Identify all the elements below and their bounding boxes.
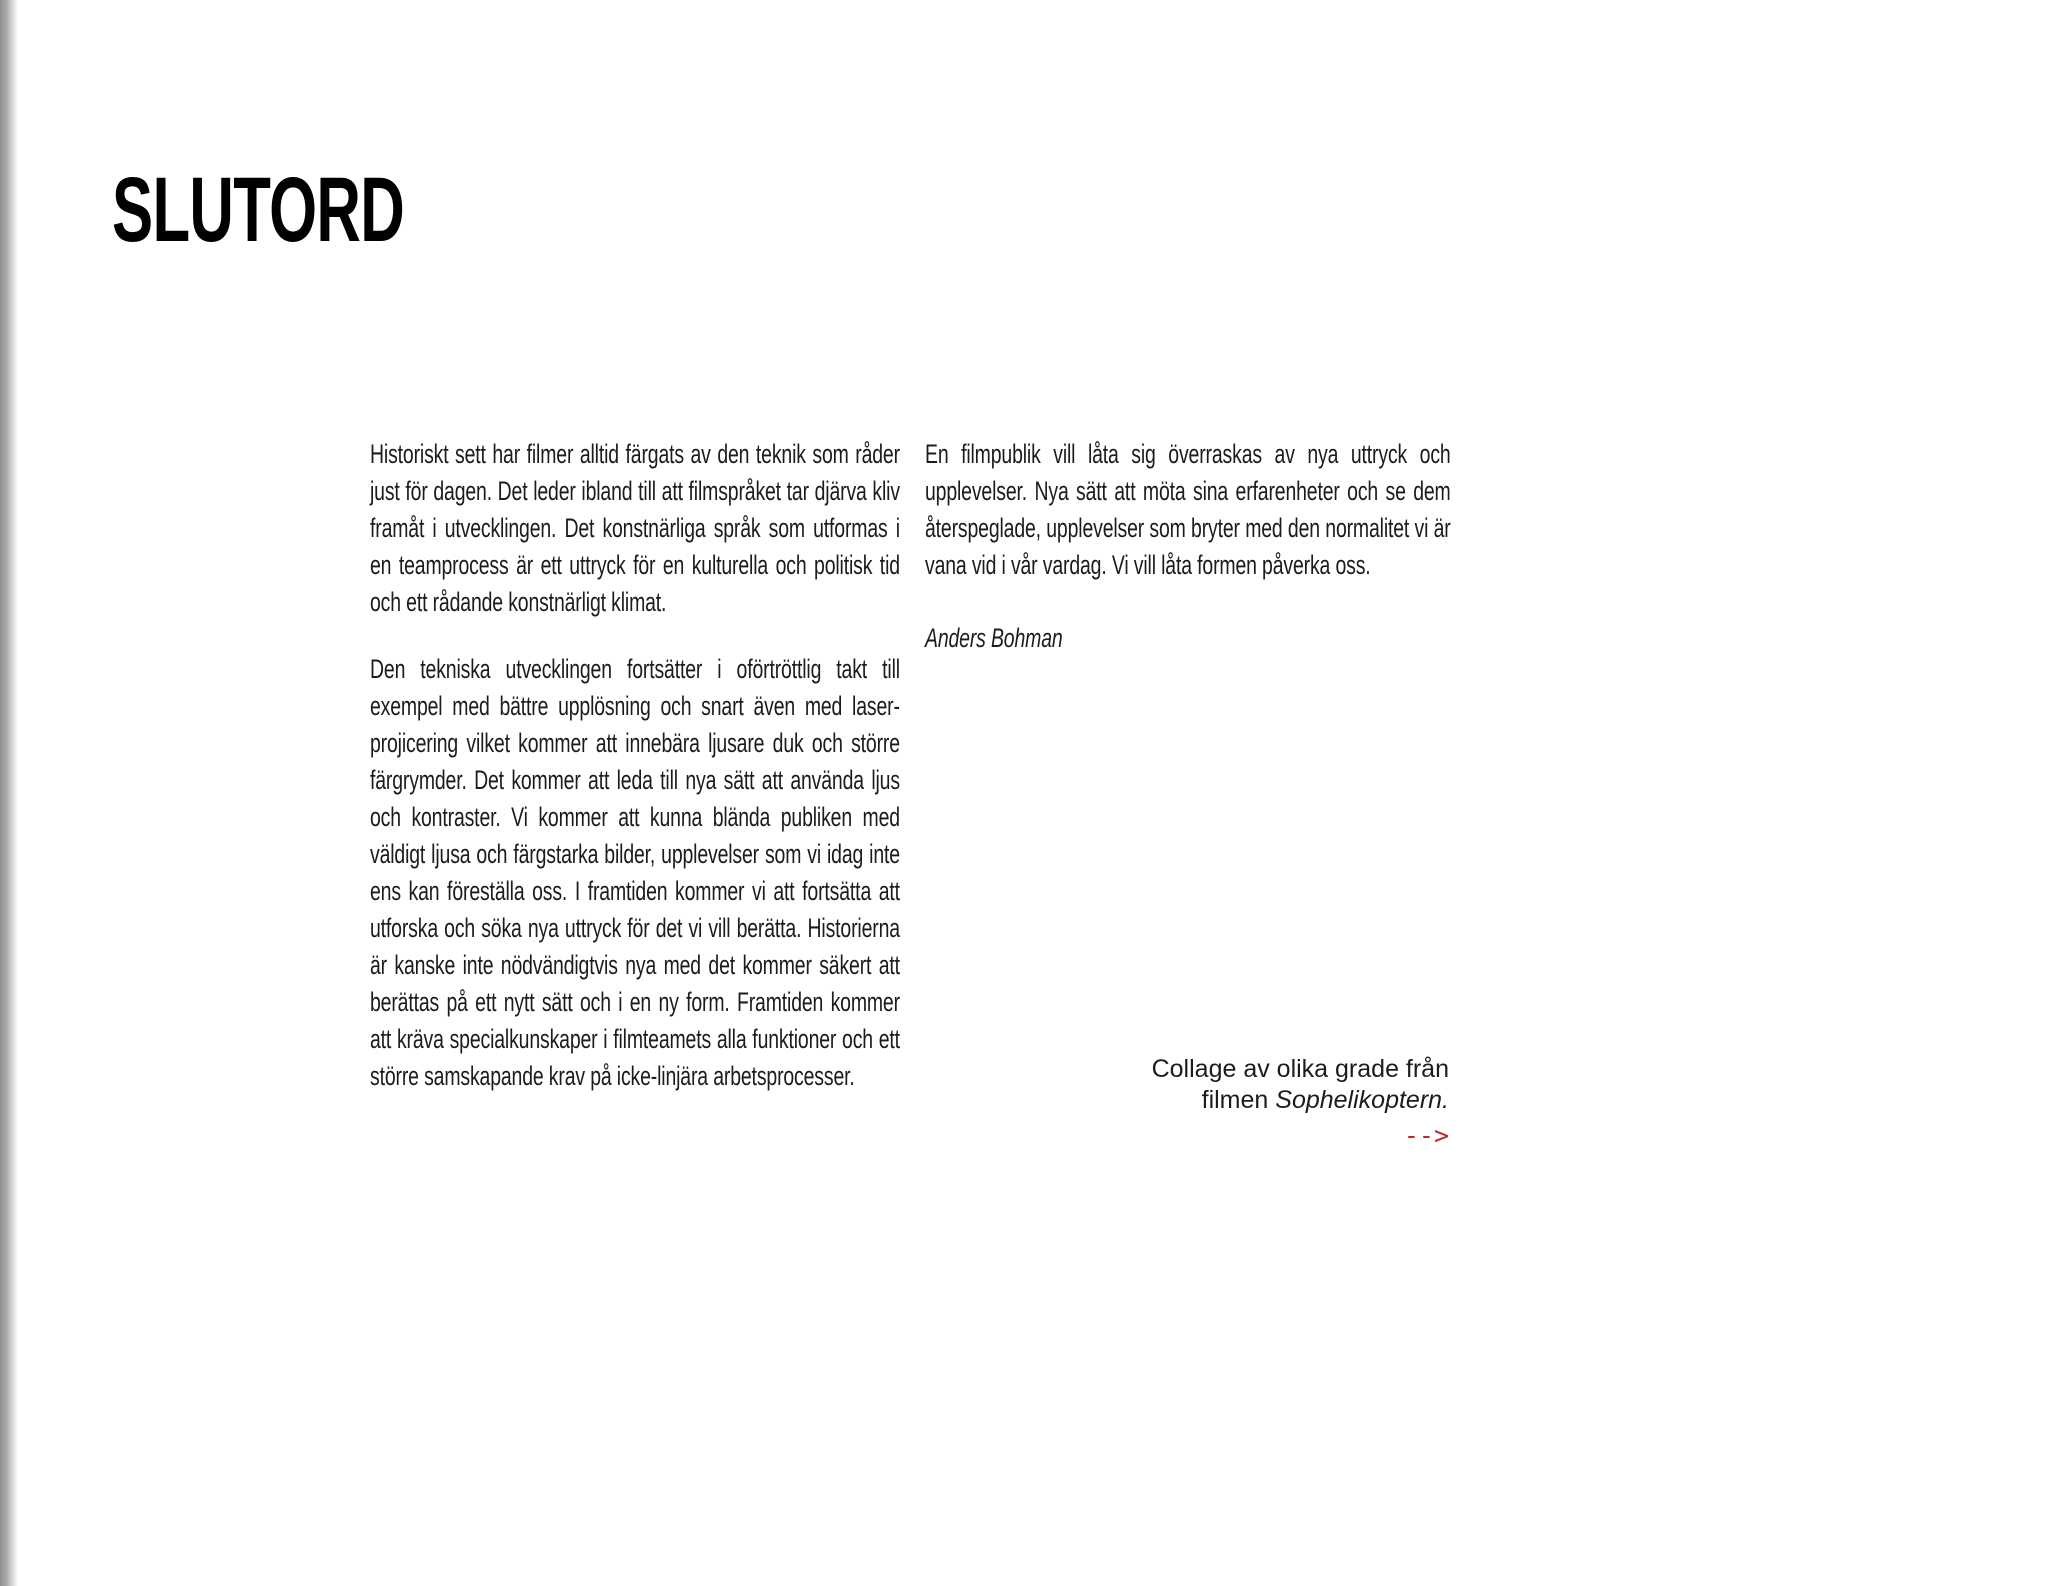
image-caption [1152, 1054, 1449, 1116]
paragraph: Historiskt sett har filmer alltid färgats av den teknik som råder just för dagen. Det leder ibland till att filmspråket tar djärva kliv framåt i utvecklingen. Det konstnärliga språk som utformas i en teamprocess är ett uttryck för en kulturella och politisk tid och ett rådande konstnärligt klimat. [370, 439, 900, 617]
caption-line: Collage av olika grade från [1151, 1055, 1449, 1083]
right-text-column [925, 436, 1451, 657]
page-gutter-edge [0, 0, 18, 1586]
left-text-column [370, 436, 900, 1095]
paragraph: En filmpublik vill låta sig överraskas av nya uttryck och upplevelser. Nya sätt att möta sina erfarenheter och se dem återspeglade, upplevelser som bryter med den normalitet vi är vana vid i vår vardag. Vi vill låta formen påverka oss. [925, 439, 1451, 580]
page-title: SLUTORD [112, 158, 405, 261]
caption-film-prefix: filmen [1201, 1086, 1276, 1114]
author-byline: Anders Bohman [925, 623, 1063, 653]
next-page-arrow-icon: --> [1403, 1121, 1449, 1150]
caption-film-title: Sophelikoptern. [1275, 1086, 1449, 1114]
paragraph: Den tekniska utvecklingen fortsätter i oförtröttlig takt till exempel med bättre upplösning och snart även med laserprojicering vilket kommer att innebära ljusare duk och större färgrymder. Det kommer att leda till nya sätt att använda ljus och kontraster. Vi kommer att kunna blända publiken med väldigt ljusa och färgstarka bilder, upplevelser som vi idag inte ens kan föreställa oss. I framtiden kommer vi att fortsätta att utforska och söka nya uttryck för det vi vill berätta. Historierna är kanske inte nödvändigtvis nya med det kommer säkert att berättas på ett nytt sätt och i en ny form. Framtiden kommer att kräva specialkunskaper i filmteamets alla funktioner och ett större samskapande krav på icke-linjära arbetsprocesser. [370, 654, 900, 1091]
caption-line [1152, 1085, 1449, 1116]
